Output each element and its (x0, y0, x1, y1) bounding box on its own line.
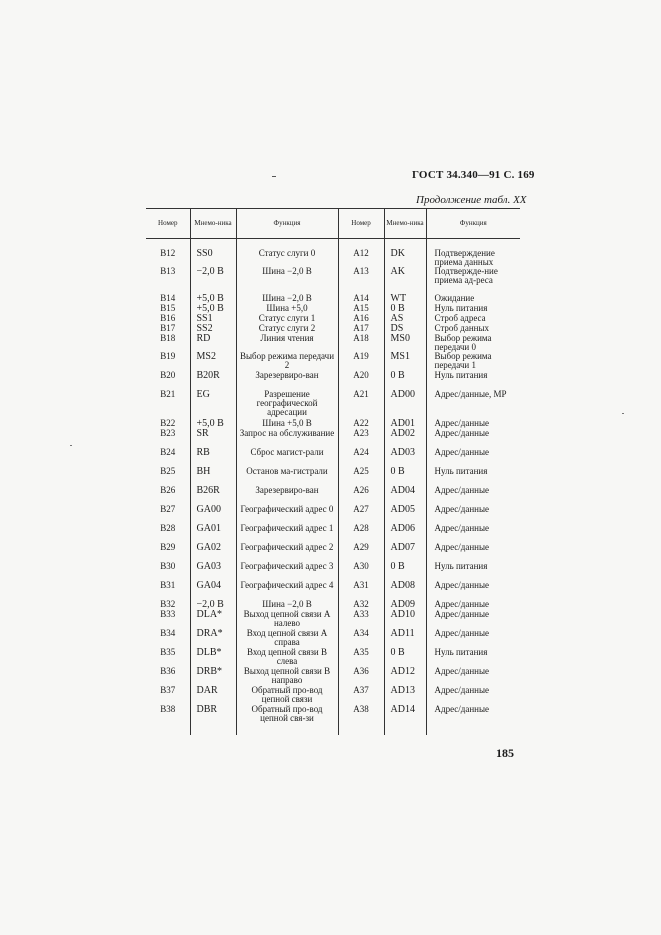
table-cell-a-mn: AD00 (384, 390, 426, 419)
table-cell-a-num: А28 (338, 524, 384, 543)
table-cell-b-fn: Линия чтения (236, 334, 338, 352)
table-row (146, 581, 520, 600)
table-cell-a-mn: AS (384, 314, 426, 324)
table-cell-a-fn: Адрес/данные (426, 600, 520, 610)
table-cell-a-mn: AD06 (384, 524, 426, 543)
table-cell-a-fn: Адрес/данные (426, 667, 520, 686)
table-cell-b-num: В25 (160, 466, 176, 476)
table-cell-a-mn: AD07 (384, 543, 426, 562)
column-header: Мнемо-ника (190, 209, 236, 239)
table-cell-b-num: В24 (160, 447, 176, 457)
table-cell-b-fn: Запрос на обслуживание (236, 429, 338, 448)
table-row (146, 667, 520, 686)
table-cell-a-mn: AD02 (384, 429, 426, 448)
table-row (146, 686, 520, 705)
table-body (146, 239, 520, 736)
table-row (146, 524, 520, 543)
table-cell-a-fn: Выбор режима передачи 0 (426, 334, 520, 352)
table-row (146, 334, 520, 352)
table-cell-a-fn: Адрес/данные (426, 419, 520, 429)
table-cell-b-fn: Выход цепной связи А налево (236, 610, 338, 629)
table-cell-a-num: А21 (338, 390, 384, 419)
table-cell-b-fn: Статус слуги 2 (236, 324, 338, 334)
table-cell-a-num: А31 (338, 581, 384, 600)
table-cell-a-mn: 0 В (384, 562, 426, 581)
table-cell-b-mn: SS2 (190, 324, 236, 334)
table-cell-a-fn: Нуль питания (426, 648, 520, 667)
table-row (146, 371, 520, 390)
table-cell-b-fn: Разрешение географической адресации (236, 390, 338, 419)
table-cell-b-mn: DLA* (190, 610, 236, 629)
table-cell-a-fn: Ожидание (426, 294, 520, 304)
table-cell-b-num: В23 (160, 428, 176, 438)
table-row (146, 390, 520, 419)
table-cell-a-num: А19 (338, 352, 384, 371)
table-cell-b-fn: Останов ма-гистрали (236, 467, 338, 486)
table-cell-b-mn: BH (190, 467, 236, 486)
table-row (146, 629, 520, 648)
table-cell-b-mn: MS2 (190, 352, 236, 371)
table-cell-a-fn: Подтверждение приема данных (426, 239, 520, 268)
table-cell-a-fn: Адрес/данные (426, 629, 520, 648)
table-cell-a-num: А35 (338, 648, 384, 667)
table-cell-b-mn: B26R (190, 486, 236, 505)
table-cell-b-fn: Статус слуги 1 (236, 314, 338, 324)
table-cell-b-mn: GA02 (190, 543, 236, 562)
table-cell-a-num: А17 (338, 324, 384, 334)
table-cell-b-num: В27 (160, 504, 176, 514)
table-cell-a-num: А29 (338, 543, 384, 562)
table-cell-b-num: В22 (160, 418, 176, 428)
table-cell-a-fn: Адрес/данные (426, 486, 520, 505)
table-cell-b-fn: Географический адрес 3 (236, 562, 338, 581)
table-row (146, 239, 520, 268)
table-cell-a-mn: 0 В (384, 371, 426, 390)
table-cell-a-num: А24 (338, 448, 384, 467)
table-cell-b-num: В35 (160, 647, 176, 657)
table-cell-a-mn: MS0 (384, 334, 426, 352)
table-cell-b-mn: DRA* (190, 629, 236, 648)
table-cell-a-num: А12 (338, 239, 384, 268)
pin-assignment-table (146, 208, 520, 735)
table-cell-a-num: А32 (338, 600, 384, 610)
table-cell-a-num: А23 (338, 429, 384, 448)
table-cell-b-fn: Географический адрес 1 (236, 524, 338, 543)
table-cell-b-mn: RB (190, 448, 236, 467)
table-cell-a-num: А18 (338, 334, 384, 352)
scan-artifact (622, 413, 624, 414)
table-cell-b-fn: Статус слуги 0 (236, 239, 338, 268)
table-cell-a-mn: 0 В (384, 304, 426, 314)
table-cell-a-fn: Строб адреса (426, 314, 520, 324)
table-cell-b-num: В16 (160, 313, 176, 323)
table-row (146, 267, 520, 294)
table-cell-b-num: В26 (160, 485, 176, 495)
table-cell-b-mn: SR (190, 429, 236, 448)
scan-artifact (70, 445, 72, 446)
table-cell-b-num: В30 (160, 561, 176, 571)
table-cell-b-mn: GA00 (190, 505, 236, 524)
table-cell-a-mn: DK (384, 239, 426, 268)
table-cell-b-fn: Географический адрес 0 (236, 505, 338, 524)
table-cell-b-mn: EG (190, 390, 236, 419)
table-cell-b-mn: +5,0 В (190, 419, 236, 429)
table-cell-b-mn: B20R (190, 371, 236, 390)
table-cell-b-fn: Вход цепной связи В слева (236, 648, 338, 667)
table-cell-a-num: А30 (338, 562, 384, 581)
column-header: Функция (426, 209, 520, 239)
table-cell-b-num: В20 (160, 370, 176, 380)
table-cell-a-num: А36 (338, 667, 384, 686)
table-cell-b-num: В19 (160, 351, 176, 361)
table-cell-a-fn: Адрес/данные, MP (426, 390, 520, 419)
table-cell-b-num: В18 (160, 333, 176, 343)
table-cell-a-fn: Адрес/данные (426, 705, 520, 735)
table-cell-a-num: А25 (338, 467, 384, 486)
table-row (146, 352, 520, 371)
table-cell-b-mn: +5,0 В (190, 304, 236, 314)
table-cell-b-num: В14 (160, 293, 176, 303)
table-cell-b-fn: Обратный про-вод цепной связи (236, 686, 338, 705)
table-row (146, 610, 520, 629)
table-cell-b-fn: Географический адрес 4 (236, 581, 338, 600)
table-cell-b-fn: Вход цепной связи А справа (236, 629, 338, 648)
table-cell-a-num: А38 (338, 705, 384, 735)
table-cell-a-num: А14 (338, 294, 384, 304)
table-cell-b-mn: RD (190, 334, 236, 352)
table-cell-a-mn: WT (384, 294, 426, 304)
table-cell-b-fn: Шина −2,0 В (236, 294, 338, 304)
table-cell-a-mn: 0 В (384, 467, 426, 486)
table-row (146, 562, 520, 581)
table-cell-a-num: А37 (338, 686, 384, 705)
table-cell-a-mn: 0 В (384, 648, 426, 667)
table-cell-a-mn: AD08 (384, 581, 426, 600)
table-cell-a-num: А22 (338, 419, 384, 429)
table-cell-b-mn: GA04 (190, 581, 236, 600)
table-cell-a-mn: AD12 (384, 667, 426, 686)
column-header: Номер (338, 209, 384, 239)
table-cell-b-mn: −2,0 В (190, 267, 236, 294)
table-cell-b-num: В29 (160, 542, 176, 552)
table-cell-b-mn: DLB* (190, 648, 236, 667)
table-cell-a-mn: MS1 (384, 352, 426, 371)
table-cell-b-fn: Выход цепной связи В направо (236, 667, 338, 686)
table-cell-b-num: В21 (160, 389, 176, 399)
table-cell-a-num: А13 (338, 267, 384, 294)
table-cell-b-fn: Шина +5,0 В (236, 419, 338, 429)
table-row (146, 648, 520, 667)
table-cell-b-fn: Выбор режима передачи 2 (236, 352, 338, 371)
table-cell-a-mn: AD11 (384, 629, 426, 648)
table-cell-b-fn: Зарезервиро-ван (236, 486, 338, 505)
table-cell-a-mn: DS (384, 324, 426, 334)
table-row (146, 486, 520, 505)
table-cell-b-mn: +5,0 В (190, 294, 236, 304)
table-cell-a-num: А15 (338, 304, 384, 314)
table-cell-b-mn: DRB* (190, 667, 236, 686)
table-row (146, 543, 520, 562)
table-cell-a-fn: Нуль питания (426, 304, 520, 314)
table-cell-a-num: А27 (338, 505, 384, 524)
table-cell-a-fn: Адрес/данные (426, 448, 520, 467)
table-cell-b-num: В12 (160, 248, 176, 258)
table-cell-b-num: В33 (160, 609, 176, 619)
table-row (146, 448, 520, 467)
table-cell-b-mn: SS0 (190, 239, 236, 268)
table-cell-b-num: В32 (160, 599, 176, 609)
table-cell-b-num: В15 (160, 303, 176, 313)
table-cell-b-num: В13 (160, 266, 176, 276)
table-cell-b-mn: DBR (190, 705, 236, 735)
table-cell-b-num: В17 (160, 323, 176, 333)
table-cell-b-num: В38 (160, 704, 176, 714)
table-cell-b-fn: Зарезервиро-ван (236, 371, 338, 390)
column-header: Функция (236, 209, 338, 239)
table-cell-b-mn: −2,0 В (190, 600, 236, 610)
table-cell-a-fn: Адрес/данные (426, 686, 520, 705)
table-cell-a-fn: Адрес/данные (426, 543, 520, 562)
table-cell-a-fn: Нуль питания (426, 371, 520, 390)
table-cell-a-fn: Нуль питания (426, 562, 520, 581)
table-header-row (146, 209, 520, 239)
table-cell-b-fn: Шина −2,0 В (236, 267, 338, 294)
table-cell-a-fn: Нуль питания (426, 467, 520, 486)
table-cell-a-mn: AD10 (384, 610, 426, 629)
table-cell-a-mn: AK (384, 267, 426, 294)
table-cell-b-fn: Сброс магист-рали (236, 448, 338, 467)
table-cell-b-num: В31 (160, 580, 176, 590)
table-cell-b-fn: Географический адрес 2 (236, 543, 338, 562)
table-cell-a-mn: AD13 (384, 686, 426, 705)
table-cell-a-mn: AD01 (384, 419, 426, 429)
table-cell-b-fn: Обратный про-вод цепной свя-зи (236, 705, 338, 735)
table-cell-b-mn: SS1 (190, 314, 236, 324)
table-cell-a-num: А20 (338, 371, 384, 390)
column-header: Мнемо-ника (384, 209, 426, 239)
table-cell-a-fn: Подтвержде-ние приема ад-реса (426, 267, 520, 294)
table-row (146, 467, 520, 486)
table-cell-b-mn: GA03 (190, 562, 236, 581)
table-cell-a-mn: AD03 (384, 448, 426, 467)
table-row (146, 705, 520, 735)
table-cell-a-fn: Адрес/данные (426, 505, 520, 524)
table-cell-b-fn: Шина −2,0 В (236, 600, 338, 610)
table-cell-b-fn: Шина +5,0 (236, 304, 338, 314)
table-cell-b-num: В36 (160, 666, 176, 676)
table-cell-a-mn: AD09 (384, 600, 426, 610)
table-cell-a-mn: AD04 (384, 486, 426, 505)
table-cell-a-fn: Адрес/данные (426, 610, 520, 629)
table-cell-a-fn: Адрес/данные (426, 429, 520, 448)
table-cell-a-fn: Строб данных (426, 324, 520, 334)
table-cell-a-num: А34 (338, 629, 384, 648)
table-cell-a-num: А16 (338, 314, 384, 324)
table-cell-a-num: А26 (338, 486, 384, 505)
table-row (146, 429, 520, 448)
table-cell-a-mn: AD05 (384, 505, 426, 524)
column-header: Номер (146, 209, 190, 239)
page-number: 185 (496, 746, 514, 760)
scan-artifact (272, 176, 276, 177)
table-cell-b-num: В34 (160, 628, 176, 638)
table-cell-a-num: А33 (338, 610, 384, 629)
table-cell-a-fn: Адрес/данные (426, 524, 520, 543)
table-cell-a-mn: AD14 (384, 705, 426, 735)
table-cell-b-mn: GA01 (190, 524, 236, 543)
table-cell-a-fn: Выбор режима передачи 1 (426, 352, 520, 371)
document-header: ГОСТ 34.340—91 С. 169 (412, 169, 535, 181)
table-cell-b-num: В37 (160, 685, 176, 695)
table-row (146, 505, 520, 524)
table-cell-b-mn: DAR (190, 686, 236, 705)
table-continuation-caption: Продолжение табл. XX (416, 194, 527, 206)
table-cell-a-fn: Адрес/данные (426, 581, 520, 600)
table-cell-b-num: В28 (160, 523, 176, 533)
